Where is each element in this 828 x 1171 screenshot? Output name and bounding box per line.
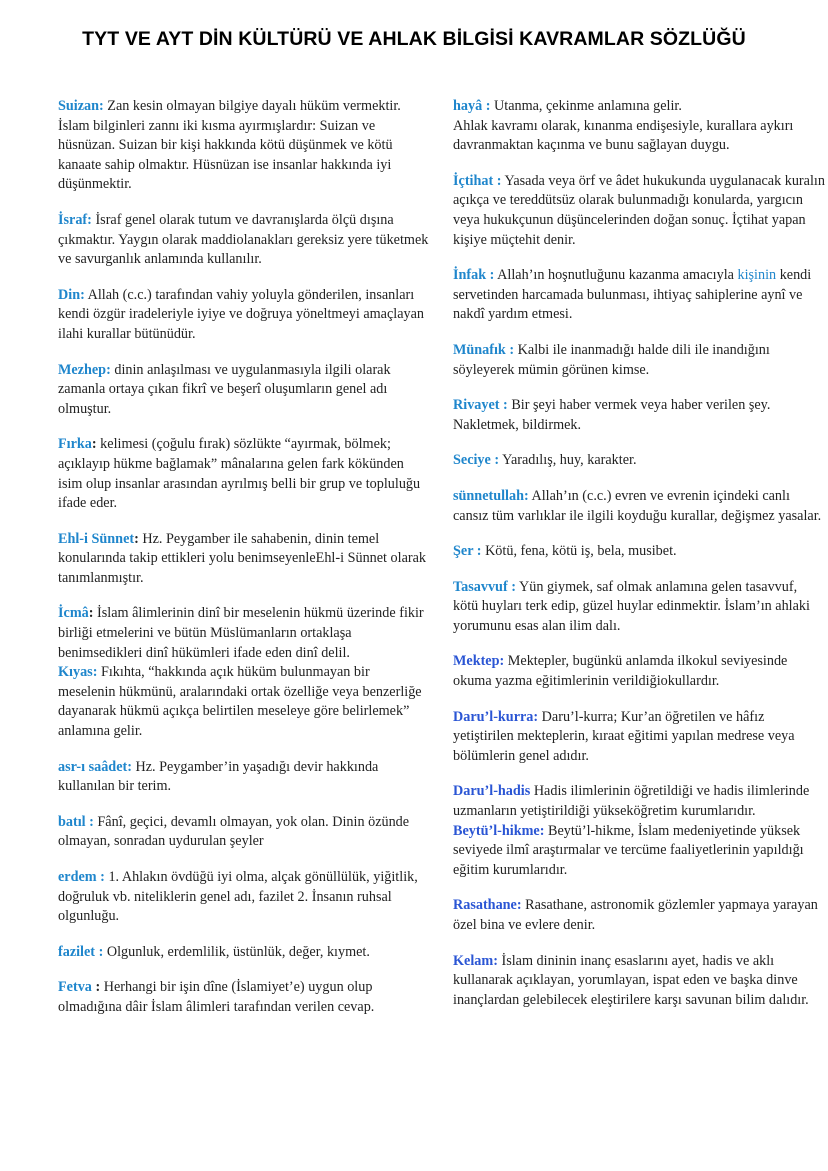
entry-separator: : xyxy=(482,98,491,114)
entry-term: fazilet xyxy=(58,943,96,960)
entry-definition: Utanma, çekinme anlamına gelir. Ahlak kavramı olarak, kınanma endişesiyle, kurallara aykırı davranmaktan kaçınma ve bunu sağlayan duygu. xyxy=(453,98,794,154)
entry-definition: Hz. Peygamber’in yaşadığı devir hakkında kullanılan bir terim. xyxy=(58,758,379,795)
entry-definition: Yün giymek, saf olmak anlamına gelen tasavvuf, kötü huyları terk edip, güzel huylar edinmektir. İslam’ın ahlaki yorumunu esas alan ilim dalı. xyxy=(453,578,810,634)
left-column xyxy=(58,97,430,1034)
entry-definition-continued: kendi servetinden harcamada bulunması, ihtiyaç sahiplerine aynî ve nakdî yardım etmesi. xyxy=(453,267,812,323)
page-title: TYT VE AYT DİN KÜLTÜRÜ VE AHLAK BİLGİSİ KAVRAMLAR SÖZLÜĞÜ xyxy=(82,28,746,50)
glossary-entry xyxy=(58,530,430,589)
entry-term: Rasathane xyxy=(453,897,517,914)
entry-definition: Zan kesin olmayan bilgiye dayalı hüküm vermektir. İslam bilginleri zannı iki kısma ayırmışlardır: Suizan ve hüsnüzan. Suizan bir kişi hakkında kötü düşünmek ve kötü kanaate sahip olmaktır. Hüsnüzan ise insanlar hakkında iyi düşünmektir. xyxy=(58,98,401,193)
glossary-entry xyxy=(453,451,825,471)
entry-separator: : xyxy=(80,286,85,303)
glossary-entry xyxy=(58,286,430,345)
entry-separator: : xyxy=(99,98,104,114)
entry-term: Kıyas xyxy=(58,664,93,681)
entry-separator: : xyxy=(91,436,97,453)
glossary-entry xyxy=(58,868,430,927)
entry-separator: : xyxy=(91,979,101,996)
entry-separator: : xyxy=(85,813,94,830)
entry-definition: Allah (c.c.) tarafından vahiy yoluyla gönderilen, insanları kendi özgür iradeleriyle iyiye ve doğruya yöneltmeyi amaçlayan ilahi kurallar bütünüdür. xyxy=(58,286,424,342)
entry-term: Münafık xyxy=(453,341,506,358)
entry-term: İçtihat xyxy=(453,172,494,189)
glossary-entry xyxy=(58,97,430,195)
entry-term: İsraf xyxy=(58,211,88,228)
entry-definition: Yasada veya örf ve âdet hukukunda uygulanacak kuralın açıkça ve tereddütsüz olarak bulunmadığı konularda, yargıcın veya hukukçunun düşüncelerinden doğan sonuç. İçtihat yapan kişiye müçtehit denir. xyxy=(453,172,825,248)
entry-term: İcmâ xyxy=(58,605,89,622)
entry-term: Tasavvuf xyxy=(453,578,508,595)
entry-term: erdem xyxy=(58,869,97,885)
entry-separator: : xyxy=(127,758,132,775)
entry-definition: Fıkıhta, “hakkında açık hüküm bulunmayan bir meselenin hükmünü, aralarındaki ortak özelliğe veya benzerliğe dayanarak hükmü açıkça belirtilen meseleye göre belirlemek” anlamına gelir. xyxy=(58,664,422,740)
entry-separator: : xyxy=(88,605,94,622)
entry-definition: Beytü’l-hikme, İslam medeniyetinde yüksek seviyede ilmî araştırmalar ve tercüme faaliyetlerinin yapıldığı eğitim kurumlarıdır. xyxy=(453,822,804,878)
entry-definition: Hadis ilimlerinin öğretildiği ve hadis ilimlerinde uzmanların yetiştirildiği yükseköğretim kurumlarıdır. xyxy=(453,783,810,820)
entry-separator: : xyxy=(473,543,482,560)
entry-separator: : xyxy=(106,361,111,378)
glossary-entry xyxy=(453,487,825,526)
glossary-entry xyxy=(58,978,430,1017)
glossary-entry xyxy=(453,952,825,1011)
entry-term: Mektep xyxy=(453,653,500,670)
entry-definition: Kötü, fena, kötü iş, bela, musibet. xyxy=(481,543,677,560)
glossary-entry xyxy=(453,652,825,691)
entry-separator: : xyxy=(87,211,92,228)
entry-term: Daru’l-kurra xyxy=(453,708,534,725)
entry-separator: : xyxy=(95,943,104,960)
entry-definition: Bir şeyi haber vermek veya haber verilen şey. Nakletmek, bildirmek. xyxy=(453,397,771,433)
glossary-entry xyxy=(58,943,430,963)
entry-separator: : xyxy=(490,452,500,469)
entry-definition: İslam âlimlerinin dinî bir meselenin hükmü üzerinde fikir birliği etmelerini ve bütün Müslümanların ortaklaşa benimsedikleri dinî hükümleri ifade eden dinî delil. xyxy=(58,605,424,661)
entry-term: Mezhep xyxy=(58,361,107,378)
entry-definition: 1. Ahlakın övdüğü iyi olma, alçak gönüllülük, yiğitlik, doğruluk vb. niteliklerin genel adı, fazilet 2. İnsanın ruhsal olgunluğu. xyxy=(58,869,418,925)
entry-separator: : xyxy=(533,708,539,725)
entry-separator: : xyxy=(96,869,105,885)
glossary-entry xyxy=(58,758,430,797)
entry-definition: Fânî, geçici, devamlı olmayan, yok olan. Dinin özünde olmayan, sonradan uydurulan şeyler xyxy=(58,813,410,850)
entry-separator: : xyxy=(539,822,545,839)
entry-term: Şer xyxy=(453,543,474,560)
entry-term: Rivayet xyxy=(453,397,500,414)
glossary-entry xyxy=(453,822,825,881)
glossary-entry xyxy=(453,542,825,562)
entry-term: sünnetullah xyxy=(453,487,524,504)
entry-separator: : xyxy=(499,653,505,670)
entry-term: Beytü’l-hikme xyxy=(453,822,540,839)
entry-definition: Herhangi bir işin dîne (İslamiyet’e) uygun olup olmadığına dâir İslam âlimleri tarafından verilen cevap. xyxy=(58,979,375,1015)
glossary-entry xyxy=(58,361,430,420)
glossary-entry xyxy=(453,708,825,767)
entry-term: Kelam xyxy=(453,952,494,969)
entry-term: hayâ xyxy=(453,98,483,114)
glossary-entry xyxy=(58,211,430,270)
glossary-entry xyxy=(58,604,430,663)
entry-definition: Yaradılış, huy, karakter. xyxy=(499,452,637,469)
entry-term: Fetva xyxy=(58,979,92,996)
entry-term: Ehl-i Sünnet xyxy=(58,530,135,547)
entry-term: Fırka xyxy=(58,436,92,453)
entry-separator: : xyxy=(92,664,98,681)
glossary-entry xyxy=(58,663,430,741)
entry-term: Din xyxy=(58,286,81,303)
glossary-entry xyxy=(453,266,825,325)
entry-definition: Kalbi ile inanmadığı halde dili ile inandığını söyleyerek mümin görünen kimse. xyxy=(453,341,770,378)
highlighted-word: kişinin xyxy=(737,267,777,284)
entry-separator: : xyxy=(523,487,529,504)
glossary-entry xyxy=(453,341,825,380)
entry-term: İnfak xyxy=(453,267,487,284)
entry-definition: Allah’ın hoşnutluğunu kazanma amacıyla xyxy=(494,267,738,284)
glossary-entry xyxy=(453,396,825,435)
entry-separator: : xyxy=(134,530,139,547)
entry-definition: Allah’ın (c.c.) evren ve evrenin içindeki canlı cansız tüm varlıklar ile ilgili koyduğu kurallar, değişmez yasalar. xyxy=(453,487,822,524)
glossary-entry xyxy=(453,172,825,250)
entry-definition: Daru’l-kurra; Kur’an öğretilen ve hâfız yetiştirilen mekteplerin, kıraat eğitimi yapılan medrese veya bölümlerin genel adıdır. xyxy=(453,708,795,764)
glossary-entry xyxy=(453,97,825,156)
entry-definition: Olgunluk, erdemlilik, üstünlük, değer, kıymet. xyxy=(103,943,370,960)
entry-separator: : xyxy=(493,172,502,189)
entry-definition: Hz. Peygamber ile sahabenin, dinin temel konularında takip ettikleri yolu benimseyenleEhl-i Sünnet olarak tanımlanmıştır. xyxy=(58,530,426,586)
entry-separator: : xyxy=(516,897,522,914)
entry-separator: : xyxy=(505,341,515,358)
entry-definition: Mektepler, bugünkü anlamda ilkokul seviyesinde okuma yazma eğitimlerinin verildiğiokullardır. xyxy=(453,653,788,690)
glossary-entry xyxy=(453,578,825,637)
right-column xyxy=(453,97,825,1026)
entry-separator: : xyxy=(493,952,498,969)
entry-separator: : xyxy=(486,267,495,284)
entry-term: Suizan xyxy=(58,98,100,114)
glossary-entry xyxy=(453,896,825,935)
entry-term: Daru’l-hadis xyxy=(453,783,531,800)
entry-definition: kelimesi (çoğulu fırak) sözlükte “ayırmak, bölmek; açıklayıp hükme bağlamak” mânalarına gelen fark kökünden isim olup insanlar arasından ayrılmış belli bir grup ve topluluğu ifade eder. xyxy=(58,436,421,512)
entry-term: Seciye xyxy=(453,452,491,469)
entry-definition: İslam dininin inanç esaslarını ayet, hadis ve aklı kullanarak açıklayan, yorumlayan, ispat eden ve başka dinve inançlardan gelebilecek eleştirilere karşı savunan bilim dalıdır. xyxy=(453,952,809,1008)
entry-term: asr-ı saâdet xyxy=(58,758,128,775)
entry-definition: Rasathane, astronomik gözlemler yapmaya yarayan özel bina ve evlere denir. xyxy=(453,897,818,933)
glossary-entry xyxy=(58,813,430,852)
entry-definition: İsraf genel olarak tutum ve davranışlarda ölçü dışına çıkmaktır. Yaygın olarak maddiolanakları gereksiz yere tüketmek ve savurganlık anlamında kullanılır. xyxy=(58,211,429,268)
entry-separator: : xyxy=(507,578,516,595)
entry-separator: : xyxy=(499,397,508,414)
glossary-entry xyxy=(58,435,430,513)
entry-term: batıl xyxy=(58,813,86,830)
glossary-entry xyxy=(453,782,825,821)
entry-definition: dinin anlaşılması ve uygulanmasıyla ilgili olarak zamanla ortaya çıkan fikrî ve beşerî oluşumların genel adı olmuştur. xyxy=(58,361,391,417)
